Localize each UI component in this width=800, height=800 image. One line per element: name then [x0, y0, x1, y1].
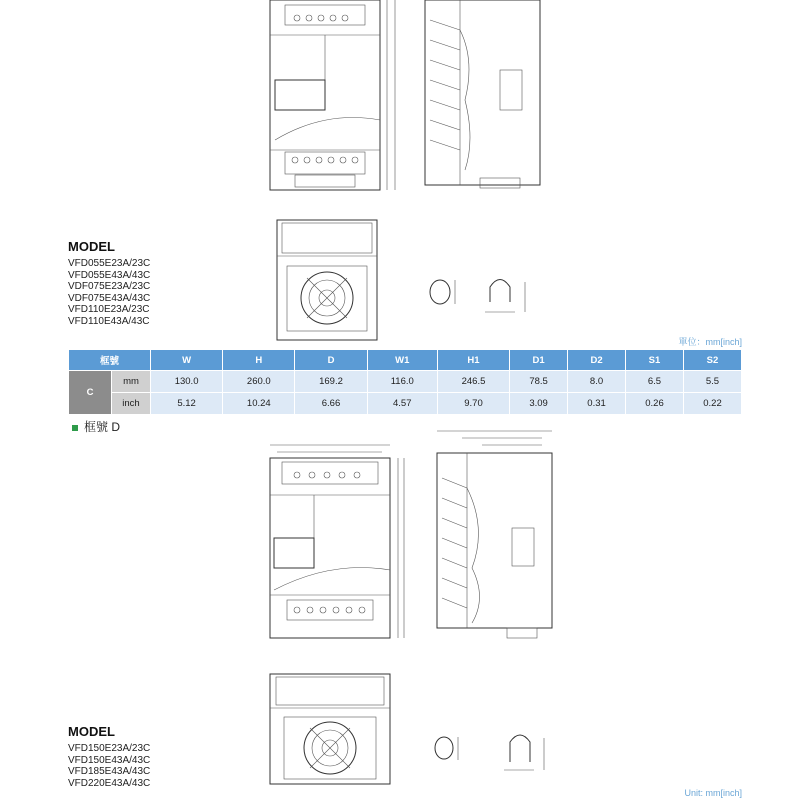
table-header-row [69, 350, 742, 371]
table-cell: 3.09 [510, 393, 568, 415]
table-cell: 6.66 [295, 393, 367, 415]
table-cell: 10.24 [223, 393, 295, 415]
unit-note-d: Unit: mm[inch] [684, 788, 742, 798]
model-item: VDF075E23A/23C [68, 281, 151, 293]
frame-cell: C [69, 371, 112, 415]
model-item: VFD110E23A/23C [68, 304, 150, 316]
model-title: MODEL [68, 724, 115, 739]
table-cell: 6.5 [626, 371, 684, 393]
frame-c-side-view [420, 0, 550, 200]
frame-d-hole-detail [432, 730, 552, 780]
frame-c-model-list [68, 239, 150, 328]
table-header: D1 [510, 350, 568, 371]
table-cell: 130.0 [151, 371, 223, 393]
table-header: H [223, 350, 295, 371]
unit-note: 單位：mm[inch] [678, 337, 742, 347]
table-cell: 8.0 [568, 371, 626, 393]
table-header: W [151, 350, 223, 371]
frame-d-title [72, 418, 120, 435]
table-header: W1 [367, 350, 437, 371]
table-header: 框號 [69, 350, 151, 371]
table-header: H1 [437, 350, 509, 371]
frame-d-bottom-view [266, 672, 396, 787]
frame-d-side-view [432, 428, 557, 643]
table-row [69, 371, 742, 393]
table-cell: 5.5 [683, 371, 741, 393]
frame-d-model-list [68, 724, 150, 789]
table-cell: 0.31 [568, 393, 626, 415]
table-header: S2 [683, 350, 741, 371]
table-cell: 116.0 [367, 371, 437, 393]
bullet-square-icon [72, 425, 78, 431]
table-cell: 0.22 [683, 393, 741, 415]
unit-cell: inch [112, 393, 151, 415]
frame-c-bottom-view [272, 218, 382, 343]
table-cell: 169.2 [295, 371, 367, 393]
table-row [69, 393, 742, 415]
unit-cell: mm [112, 371, 151, 393]
table-header: D [295, 350, 367, 371]
frame-d-front-view [262, 440, 412, 645]
table-cell: 260.0 [223, 371, 295, 393]
frame-d-title-text: 框號 D [84, 420, 121, 434]
table-cell: 9.70 [437, 393, 509, 415]
model-item: VFD110E43A/43C [68, 315, 150, 327]
model-item: VDF075E43A/43C [68, 292, 151, 304]
table-cell: 246.5 [437, 371, 509, 393]
table-cell: 4.57 [367, 393, 437, 415]
model-item: VFD055E43A/43C [68, 269, 151, 281]
model-item: VFD150E23A/23C [68, 743, 151, 754]
frame-c-front-view [265, 0, 405, 200]
table-header: D2 [568, 350, 626, 371]
frame-c-hole-detail [425, 272, 545, 322]
table-cell: 78.5 [510, 371, 568, 393]
table-cell: 5.12 [151, 393, 223, 415]
table-cell: 0.26 [626, 393, 684, 415]
table-header: S1 [626, 350, 684, 371]
model-item: VFD055E23A/23C [68, 258, 151, 269]
model-title: MODEL [68, 239, 115, 254]
model-item: VFD220E43A/43C [68, 777, 151, 789]
model-item: VFD150E43A/43C [68, 754, 151, 766]
dimension-table [68, 349, 742, 415]
model-item: VFD185E43A/43C [68, 766, 151, 778]
